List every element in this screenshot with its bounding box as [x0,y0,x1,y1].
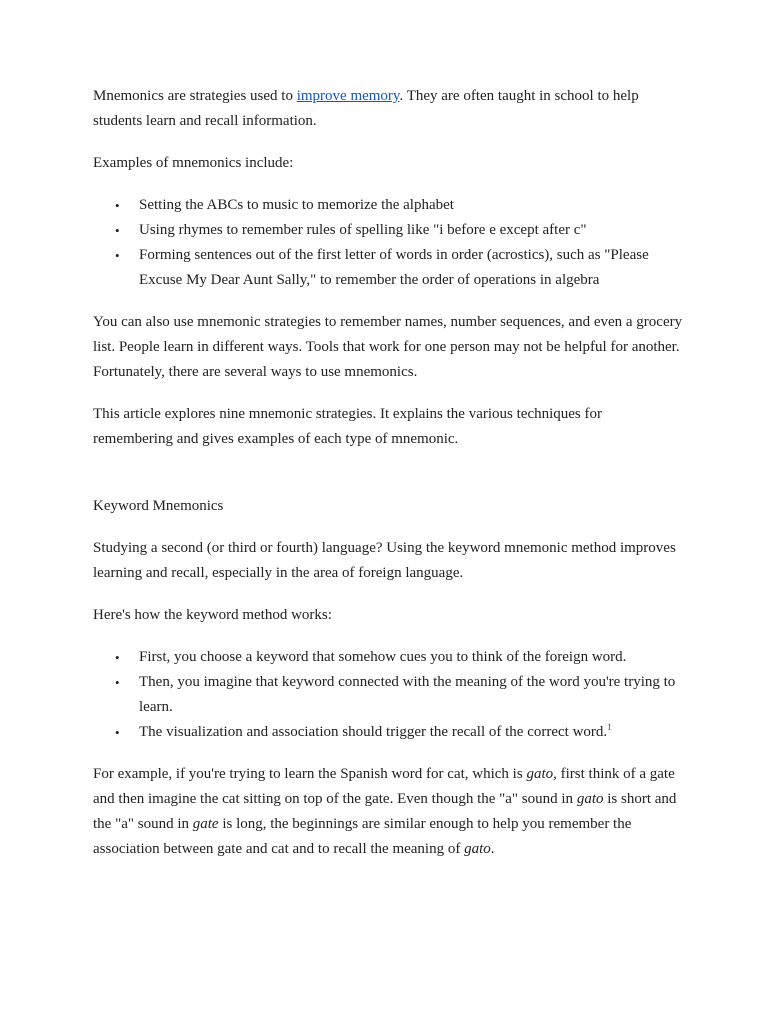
example-paragraph [93,762,683,862]
intro-text-start: Mnemonics are strategies used to [93,88,297,104]
example-text: For example, if you're trying to learn the Spanish word for cat, which is [93,766,527,782]
spanish-word: gato, [526,766,557,782]
keyword-steps-list [93,645,683,745]
examples-list [93,193,683,293]
example-text: is long, the beginnings are similar enough to help you remember the association between gate and cat and to recall the meaning of [93,816,632,857]
example-text: is short and the "a" sound in [93,791,677,832]
list-item: • Then, you imagine that keyword connected with the meaning of the word you're trying to learn. [139,670,683,720]
example-text: first think of a gate and then imagine the cat sitting on top of the gate. Even though the "a" sound in [93,766,675,807]
list-item: • First, you choose a keyword that somehow cues you to think of the foreign word. [139,645,683,670]
strategies-paragraph: You can also use mnemonic strategies to remember names, number sequences, and even a grocery list. People learn in different ways. Tools that work for one person may not be helpful for another. Fortunately, there are several ways to use mnemonics. [93,314,683,380]
example-text: . [490,841,495,857]
list-item-text: The visualization and association should trigger the recall of the correct word. [139,724,608,740]
footnote-reference[interactable]: 1 [607,722,612,732]
list-item [139,720,683,745]
article-overview-paragraph: This article explores nine mnemonic strategies. It explains the various techniques for remembering and gives examples of each type of mnemonic. [93,406,603,447]
keyword-how-paragraph: Here's how the keyword method works: [93,607,332,623]
list-item: • Forming sentences out of the first letter of words in order (acrostics), such as "Please Excuse My Dear Aunt Sally," to remember the order of operations in algebra [139,243,683,293]
improve-memory-link[interactable]: improve memory [296,88,400,104]
intro-paragraph [93,84,683,134]
article-body [93,84,683,879]
english-word: gate [192,816,219,832]
spanish-word: gato [576,791,604,807]
section-heading: Keyword Mnemonics [93,498,224,514]
spanish-word: gato [464,841,491,857]
keyword-intro-paragraph: Studying a second (or third or fourth) language? Using the keyword mnemonic method improves learning and recall, especially in the area of foreign language. [93,540,676,581]
intro-text-end: . They are often taught in school to help students learn and recall information. [93,88,639,129]
list-item: • Setting the ABCs to music to memorize the alphabet [139,193,683,218]
examples-intro: Examples of mnemonics include: [93,155,294,171]
list-item: • Using rhymes to remember rules of spelling like "i before e except after c" [139,218,683,243]
